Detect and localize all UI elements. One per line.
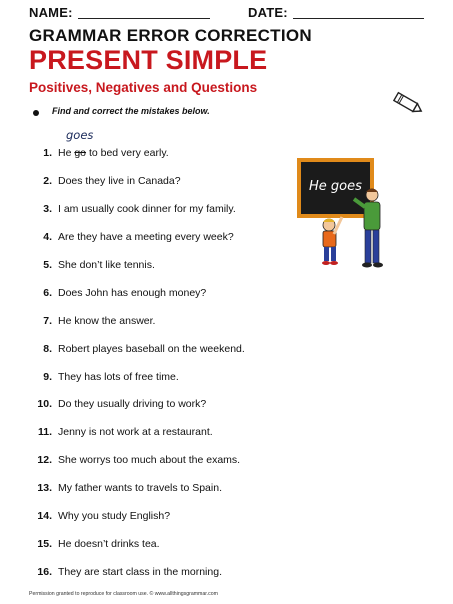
question-text: Why you study English?: [58, 510, 171, 522]
question-item: [30, 147, 290, 159]
question-item: [30, 231, 290, 243]
question-text: Robert playes baseball on the weekend.: [58, 343, 245, 355]
question-number: 15.: [37, 538, 52, 550]
question-number: 11.: [37, 426, 52, 438]
question-item: [30, 454, 290, 466]
question-text: He know the answer.: [58, 315, 156, 327]
question-item: [30, 398, 290, 410]
question-text: She worrys too much about the exams.: [58, 454, 241, 466]
bullet-icon: [33, 110, 39, 116]
question-text: I am usually cook dinner for my family.: [58, 203, 236, 215]
question-number: 1.: [43, 147, 52, 159]
name-input-line[interactable]: [78, 18, 210, 19]
question-text: Are they have a meeting every week?: [58, 231, 234, 243]
pencil-icon: [390, 88, 426, 120]
question-text-post: to bed very early.: [86, 147, 169, 159]
date-input-line[interactable]: [293, 18, 424, 19]
question-item: [30, 315, 290, 327]
question-number: 16.: [37, 566, 52, 578]
question-text: Do they usually driving to work?: [58, 398, 207, 410]
worksheet-subtitle: Positives, Negatives and Questions: [29, 80, 258, 95]
worksheet-topic: PRESENT SIMPLE: [29, 45, 268, 75]
question-text: Jenny is not work at a restaurant.: [58, 426, 213, 438]
chalkboard-text: He goes: [309, 179, 362, 194]
question-text: They has lots of free time.: [58, 371, 179, 383]
worksheet-title: GRAMMAR ERROR CORRECTION: [29, 26, 312, 45]
question-text: Does John has enough money?: [58, 287, 207, 299]
correction-inserted-word: goes: [66, 128, 94, 142]
date-label: DATE:: [248, 5, 288, 20]
question-item: [30, 175, 290, 187]
question-text: My father wants to travels to Spain.: [58, 482, 222, 494]
question-number: 4.: [43, 231, 52, 243]
question-number: 3.: [43, 203, 52, 215]
question-text: They are start class in the morning.: [58, 566, 222, 578]
question-text: She don’t like tennis.: [58, 259, 155, 271]
question-item: [30, 538, 290, 550]
question-item: [30, 371, 290, 383]
question-item: [30, 343, 290, 355]
question-text-pre: He: [58, 147, 75, 159]
question-item: [30, 203, 290, 215]
instruction-text: Find and correct the mistakes below.: [52, 106, 210, 116]
question-number: 10.: [37, 398, 52, 410]
question-number: 5.: [43, 259, 52, 271]
question-number: 6.: [43, 287, 52, 299]
question-item: [30, 566, 290, 578]
question-item: [30, 259, 290, 271]
child-figure: [322, 217, 342, 265]
question-item: [30, 482, 290, 494]
teacher-chalkboard-illustration: [292, 155, 397, 270]
question-number: 2.: [43, 175, 52, 187]
teacher-figure: [354, 189, 383, 268]
question-text: [58, 147, 169, 159]
footer-permission: Permission granted to reproduce for classroom use. © www.allthingsgrammar.com: [29, 591, 218, 597]
name-label: NAME:: [29, 5, 73, 20]
question-number: 14.: [37, 510, 52, 522]
struck-word: go: [74, 147, 87, 159]
question-number: 7.: [43, 315, 52, 327]
question-number: 12.: [37, 454, 52, 466]
question-number: 9.: [43, 371, 52, 383]
question-item: [30, 287, 290, 299]
question-item: [30, 510, 290, 522]
question-number: 8.: [43, 343, 52, 355]
question-item: [30, 426, 290, 438]
question-text: He doesn’t drinks tea.: [58, 538, 160, 550]
question-number: 13.: [37, 482, 52, 494]
question-text: Does they live in Canada?: [58, 175, 181, 187]
